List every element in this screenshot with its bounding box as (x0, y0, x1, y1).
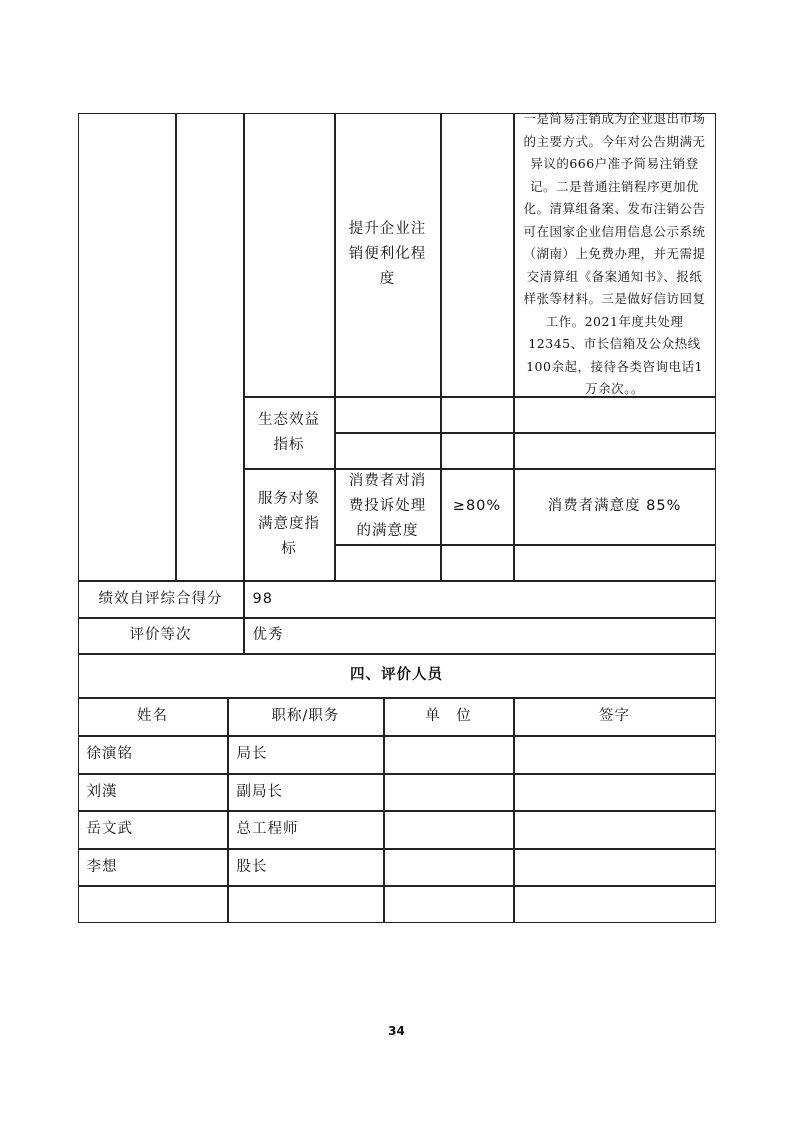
evaluator-name: 岳文武 (78, 811, 228, 849)
blank-cell (441, 113, 514, 397)
evaluator-unit (384, 849, 514, 886)
evaluator-name: 刘漢 (78, 774, 228, 811)
blank-cell (228, 886, 384, 923)
grade-label: 评价等次 (78, 618, 244, 654)
score-value: 98 (244, 581, 716, 618)
grade-value: 优秀 (244, 618, 716, 654)
score-label: 绩效自评综合得分 (78, 581, 244, 618)
blank-cell (335, 545, 441, 581)
evaluator-name: 李想 (78, 849, 228, 886)
evaluator-unit (384, 774, 514, 811)
satisfaction-actual-cell: 消费者满意度 85% (514, 469, 716, 545)
blank-cell (176, 113, 244, 581)
evaluator-signature (514, 811, 716, 849)
blank-cell (335, 397, 441, 433)
blank-cell (244, 113, 335, 397)
blank-cell (78, 113, 176, 581)
evaluator-title: 局长 (228, 736, 384, 774)
evaluator-signature (514, 736, 716, 774)
eco-indicator-cell: 生态效益指标 (244, 397, 335, 469)
measure-cell: 提升企业注销便利化程度 (335, 113, 441, 397)
evaluator-title: 总工程师 (228, 811, 384, 849)
blank-cell (441, 397, 514, 433)
evaluator-signature (514, 849, 716, 886)
evaluator-title: 股长 (228, 849, 384, 886)
header-unit: 单 位 (384, 698, 514, 736)
satisfaction-item-cell: 消费者对消费投诉处理的满意度 (335, 469, 441, 545)
header-signature: 签字 (514, 698, 716, 736)
page-number: 34 (388, 1024, 405, 1038)
blank-cell (335, 433, 441, 469)
evaluator-name: 徐演铭 (78, 736, 228, 774)
blank-cell (441, 545, 514, 581)
evaluator-unit (384, 811, 514, 849)
blank-cell (78, 886, 228, 923)
header-name: 姓名 (78, 698, 228, 736)
measure-detail-cell: 一是简易注销成为企业退出市场的主要方式。今年对公告期满无异议的666户准予简易注销登记。二是普通注销程序更加优化。清算组备案、发布注销公告可在国家企业信用信息公示系统（湖南）上免费办理，并无需提交清算组《备案通知书》、报纸样张等材料。三是做好信访回复工作。2021年度共处理12345、市长信箱及公众热线100余起，接待各类咨询电话1万余次。。 (514, 113, 716, 397)
blank-cell (514, 397, 716, 433)
evaluator-unit (384, 736, 514, 774)
blank-cell (514, 886, 716, 923)
evaluator-signature (514, 774, 716, 811)
service-indicator-cell: 服务对象满意度指标 (244, 469, 335, 581)
blank-cell (514, 545, 716, 581)
section-title: 四、评价人员 (78, 654, 716, 698)
blank-cell (384, 886, 514, 923)
blank-cell (441, 433, 514, 469)
blank-cell (514, 433, 716, 469)
satisfaction-target-cell: ≥80% (441, 469, 514, 545)
header-title: 职称/职务 (228, 698, 384, 736)
evaluator-title: 副局长 (228, 774, 384, 811)
